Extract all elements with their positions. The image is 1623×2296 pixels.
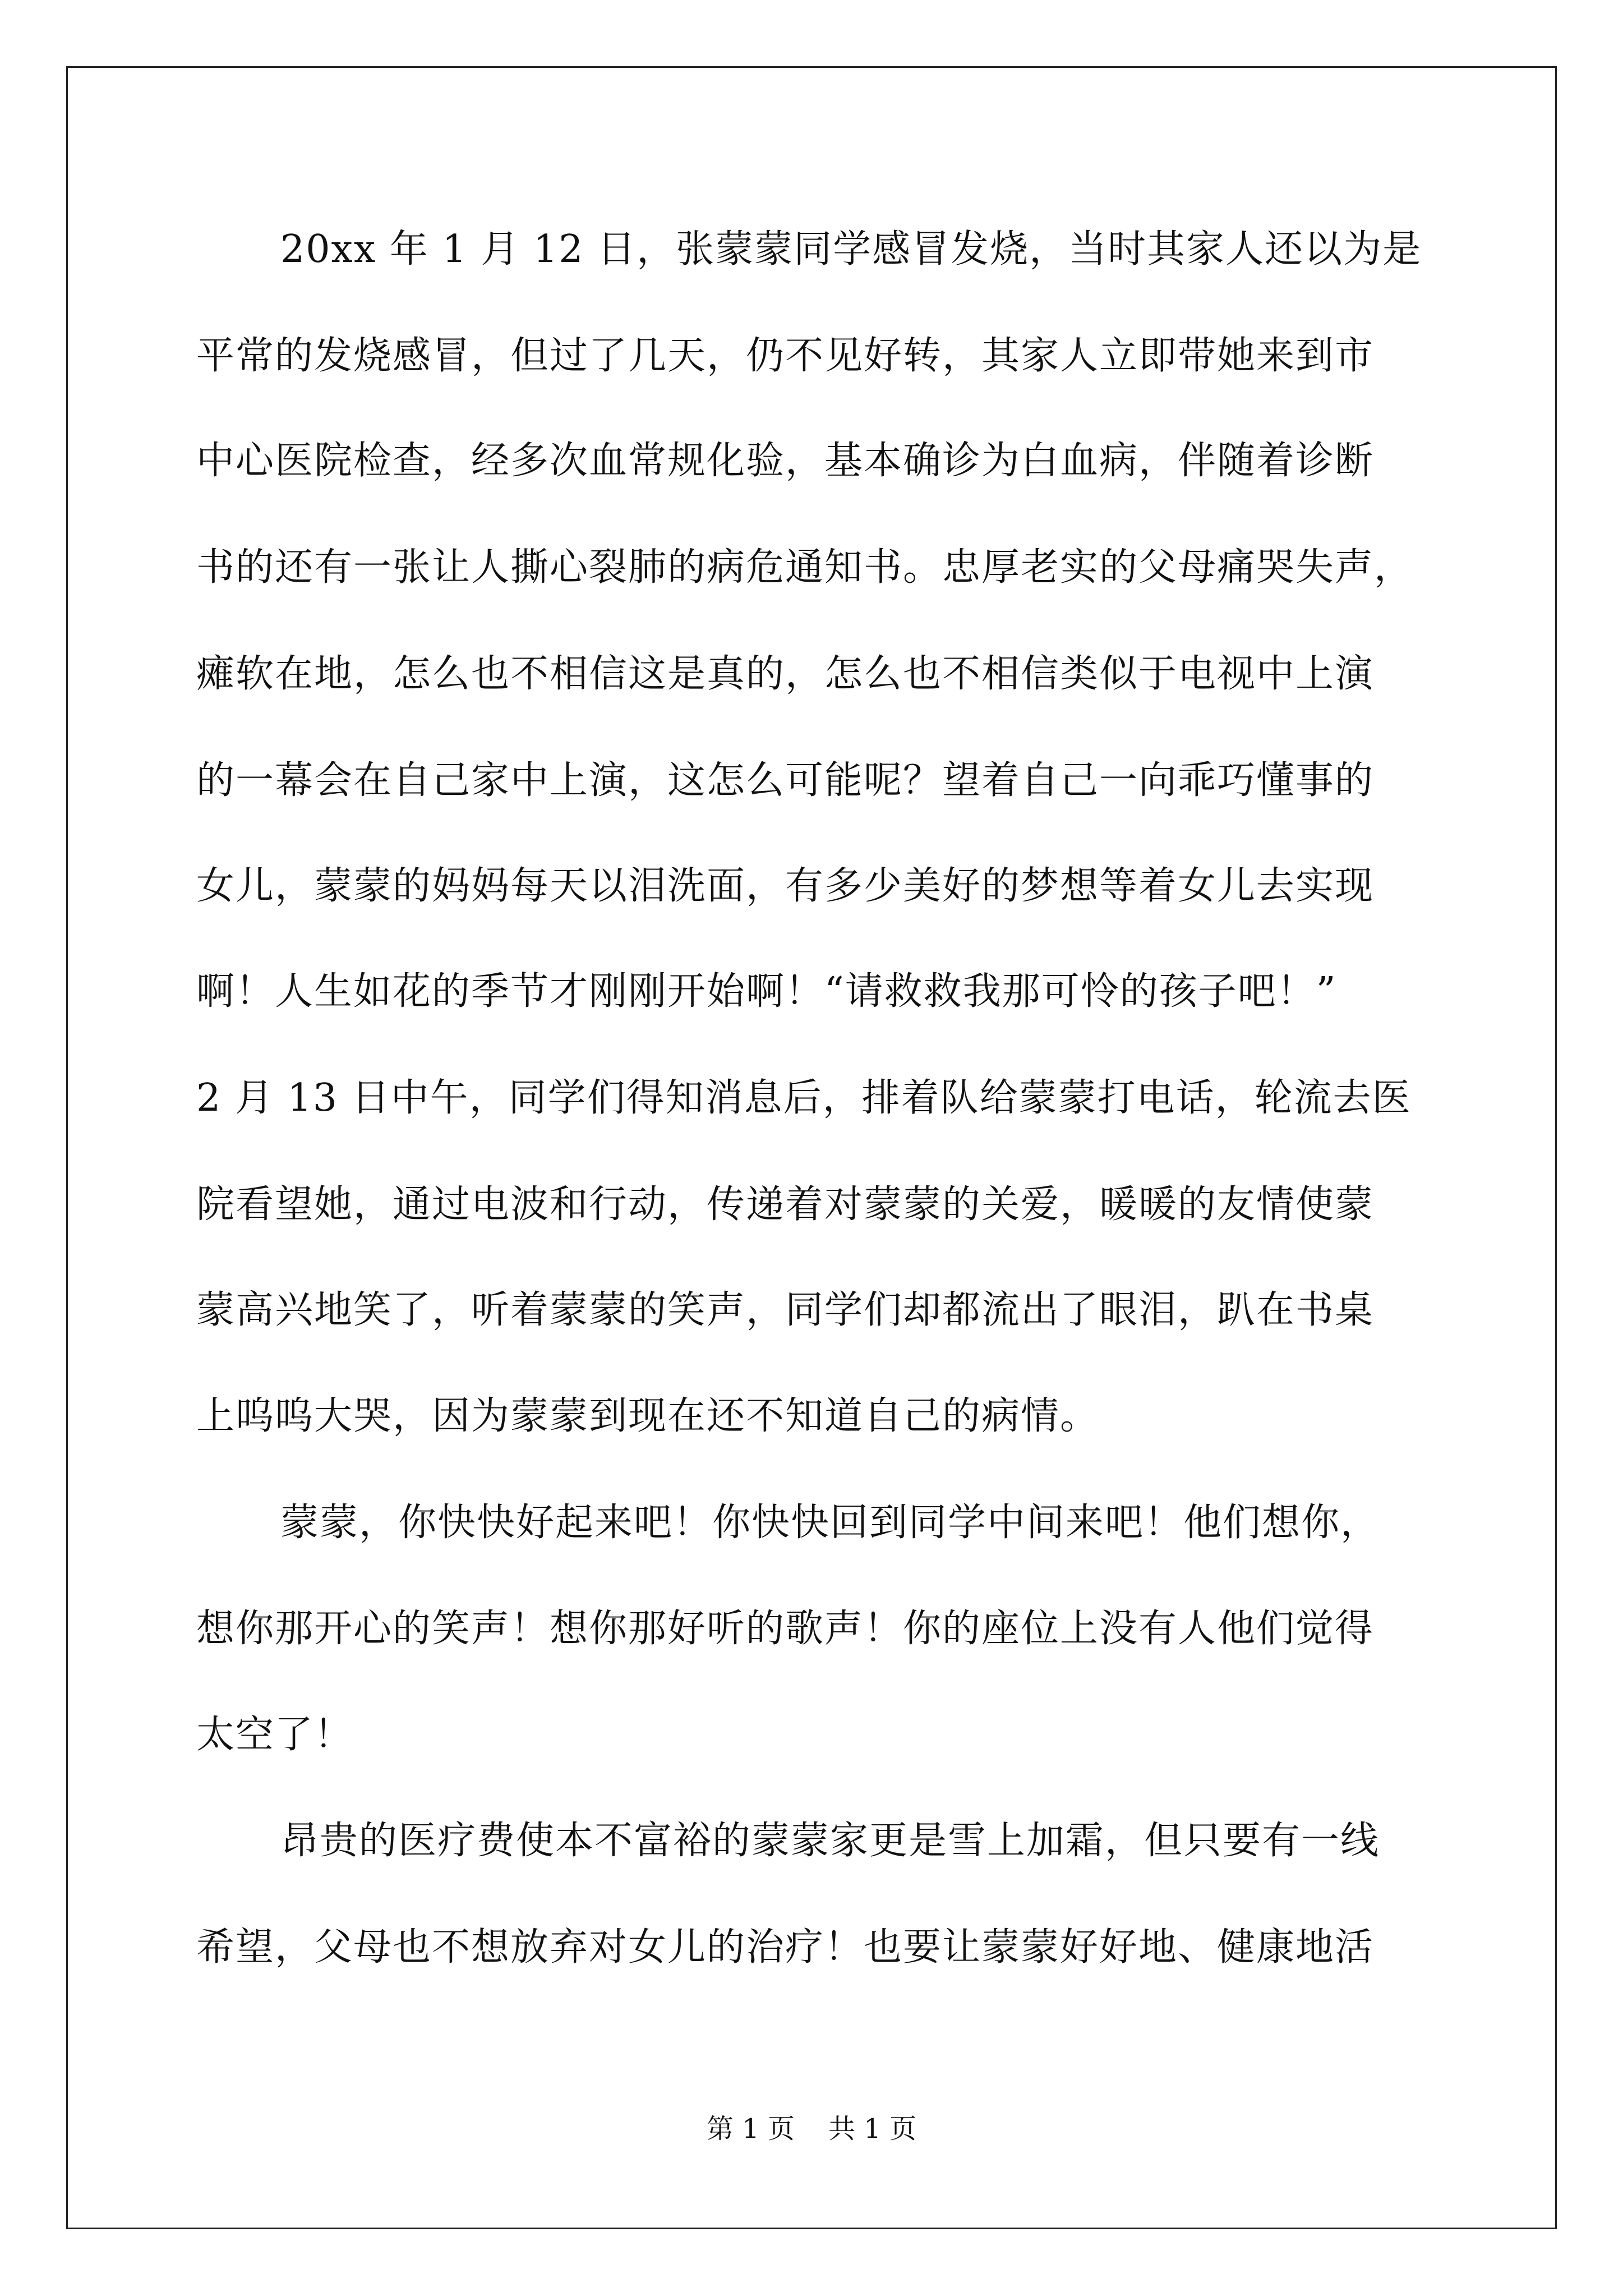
paragraph-3-line-2: 希望，父母也不想放弃对女儿的治疗！也要让蒙蒙好好地、健康地活 bbox=[196, 1925, 1375, 1970]
paragraph-1-line-9: 2 月 13 日中午，同学们得知消息后，排着队给蒙蒙打电话，轮流去医 bbox=[196, 1076, 1412, 1120]
paragraph-1-line-5: 瘫软在地，怎么也不相信这是真的，怎么也不相信类似于电视中上演 bbox=[196, 652, 1375, 696]
page-total: 共 1 页 bbox=[828, 2113, 917, 2145]
paragraph-1-line-10: 院看望她，通过电波和行动，传递着对蒙蒙的关爱，暖暖的友情使蒙 bbox=[196, 1182, 1375, 1227]
paragraph-1-line-4: 书的还有一张让人撕心裂肺的病危通知书。忠厚老实的父母痛哭失声， bbox=[196, 545, 1414, 590]
paragraph-2-line-1: 蒙蒙，你快快好起来吧！你快快回到同学中间来吧！他们想你， bbox=[280, 1501, 1380, 1545]
page-border bbox=[66, 66, 1557, 2229]
paragraph-3-line-1: 昂贵的医疗费使本不富裕的蒙蒙家更是雪上加霜，但只要有一线 bbox=[280, 1819, 1380, 1863]
page-footer bbox=[0, 2112, 1623, 2146]
paragraph-1-line-11: 蒙高兴地笑了，听着蒙蒙的笑声，同学们却都流出了眼泪，趴在书桌 bbox=[196, 1288, 1375, 1332]
paragraph-1-line-12: 上呜呜大哭，因为蒙蒙到现在还不知道自己的病情。 bbox=[196, 1394, 1100, 1438]
paragraph-2-line-3: 太空了！ bbox=[196, 1713, 354, 1757]
paragraph-2-line-2: 想你那开心的笑声！想你那好听的歌声！你的座位上没有人他们觉得 bbox=[196, 1607, 1375, 1651]
paragraph-1-line-1: 20xx 年 1 月 12 日，张蒙蒙同学感冒发烧，当时其家人还以为是 bbox=[280, 227, 1422, 272]
paragraph-1-line-7: 女儿，蒙蒙的妈妈每天以泪洗面，有多少美好的梦想等着女儿去实现 bbox=[196, 864, 1375, 908]
paragraph-1-line-2: 平常的发烧感冒，但过了几天，仍不见好转，其家人立即带她来到市 bbox=[196, 334, 1375, 378]
paragraph-1-line-8: 啊！人生如花的季节才刚刚开始啊！“请救救我那可怜的孩子吧！” bbox=[196, 969, 1337, 1014]
page-number: 第 1 页 bbox=[706, 2113, 795, 2145]
paragraph-1-line-6: 的一幕会在自己家中上演，这怎么可能呢？望着自己一向乖巧懂事的 bbox=[196, 758, 1375, 803]
paragraph-1-line-3: 中心医院检查，经多次血常规化验，基本确诊为白血病，伴随着诊断 bbox=[196, 439, 1375, 483]
